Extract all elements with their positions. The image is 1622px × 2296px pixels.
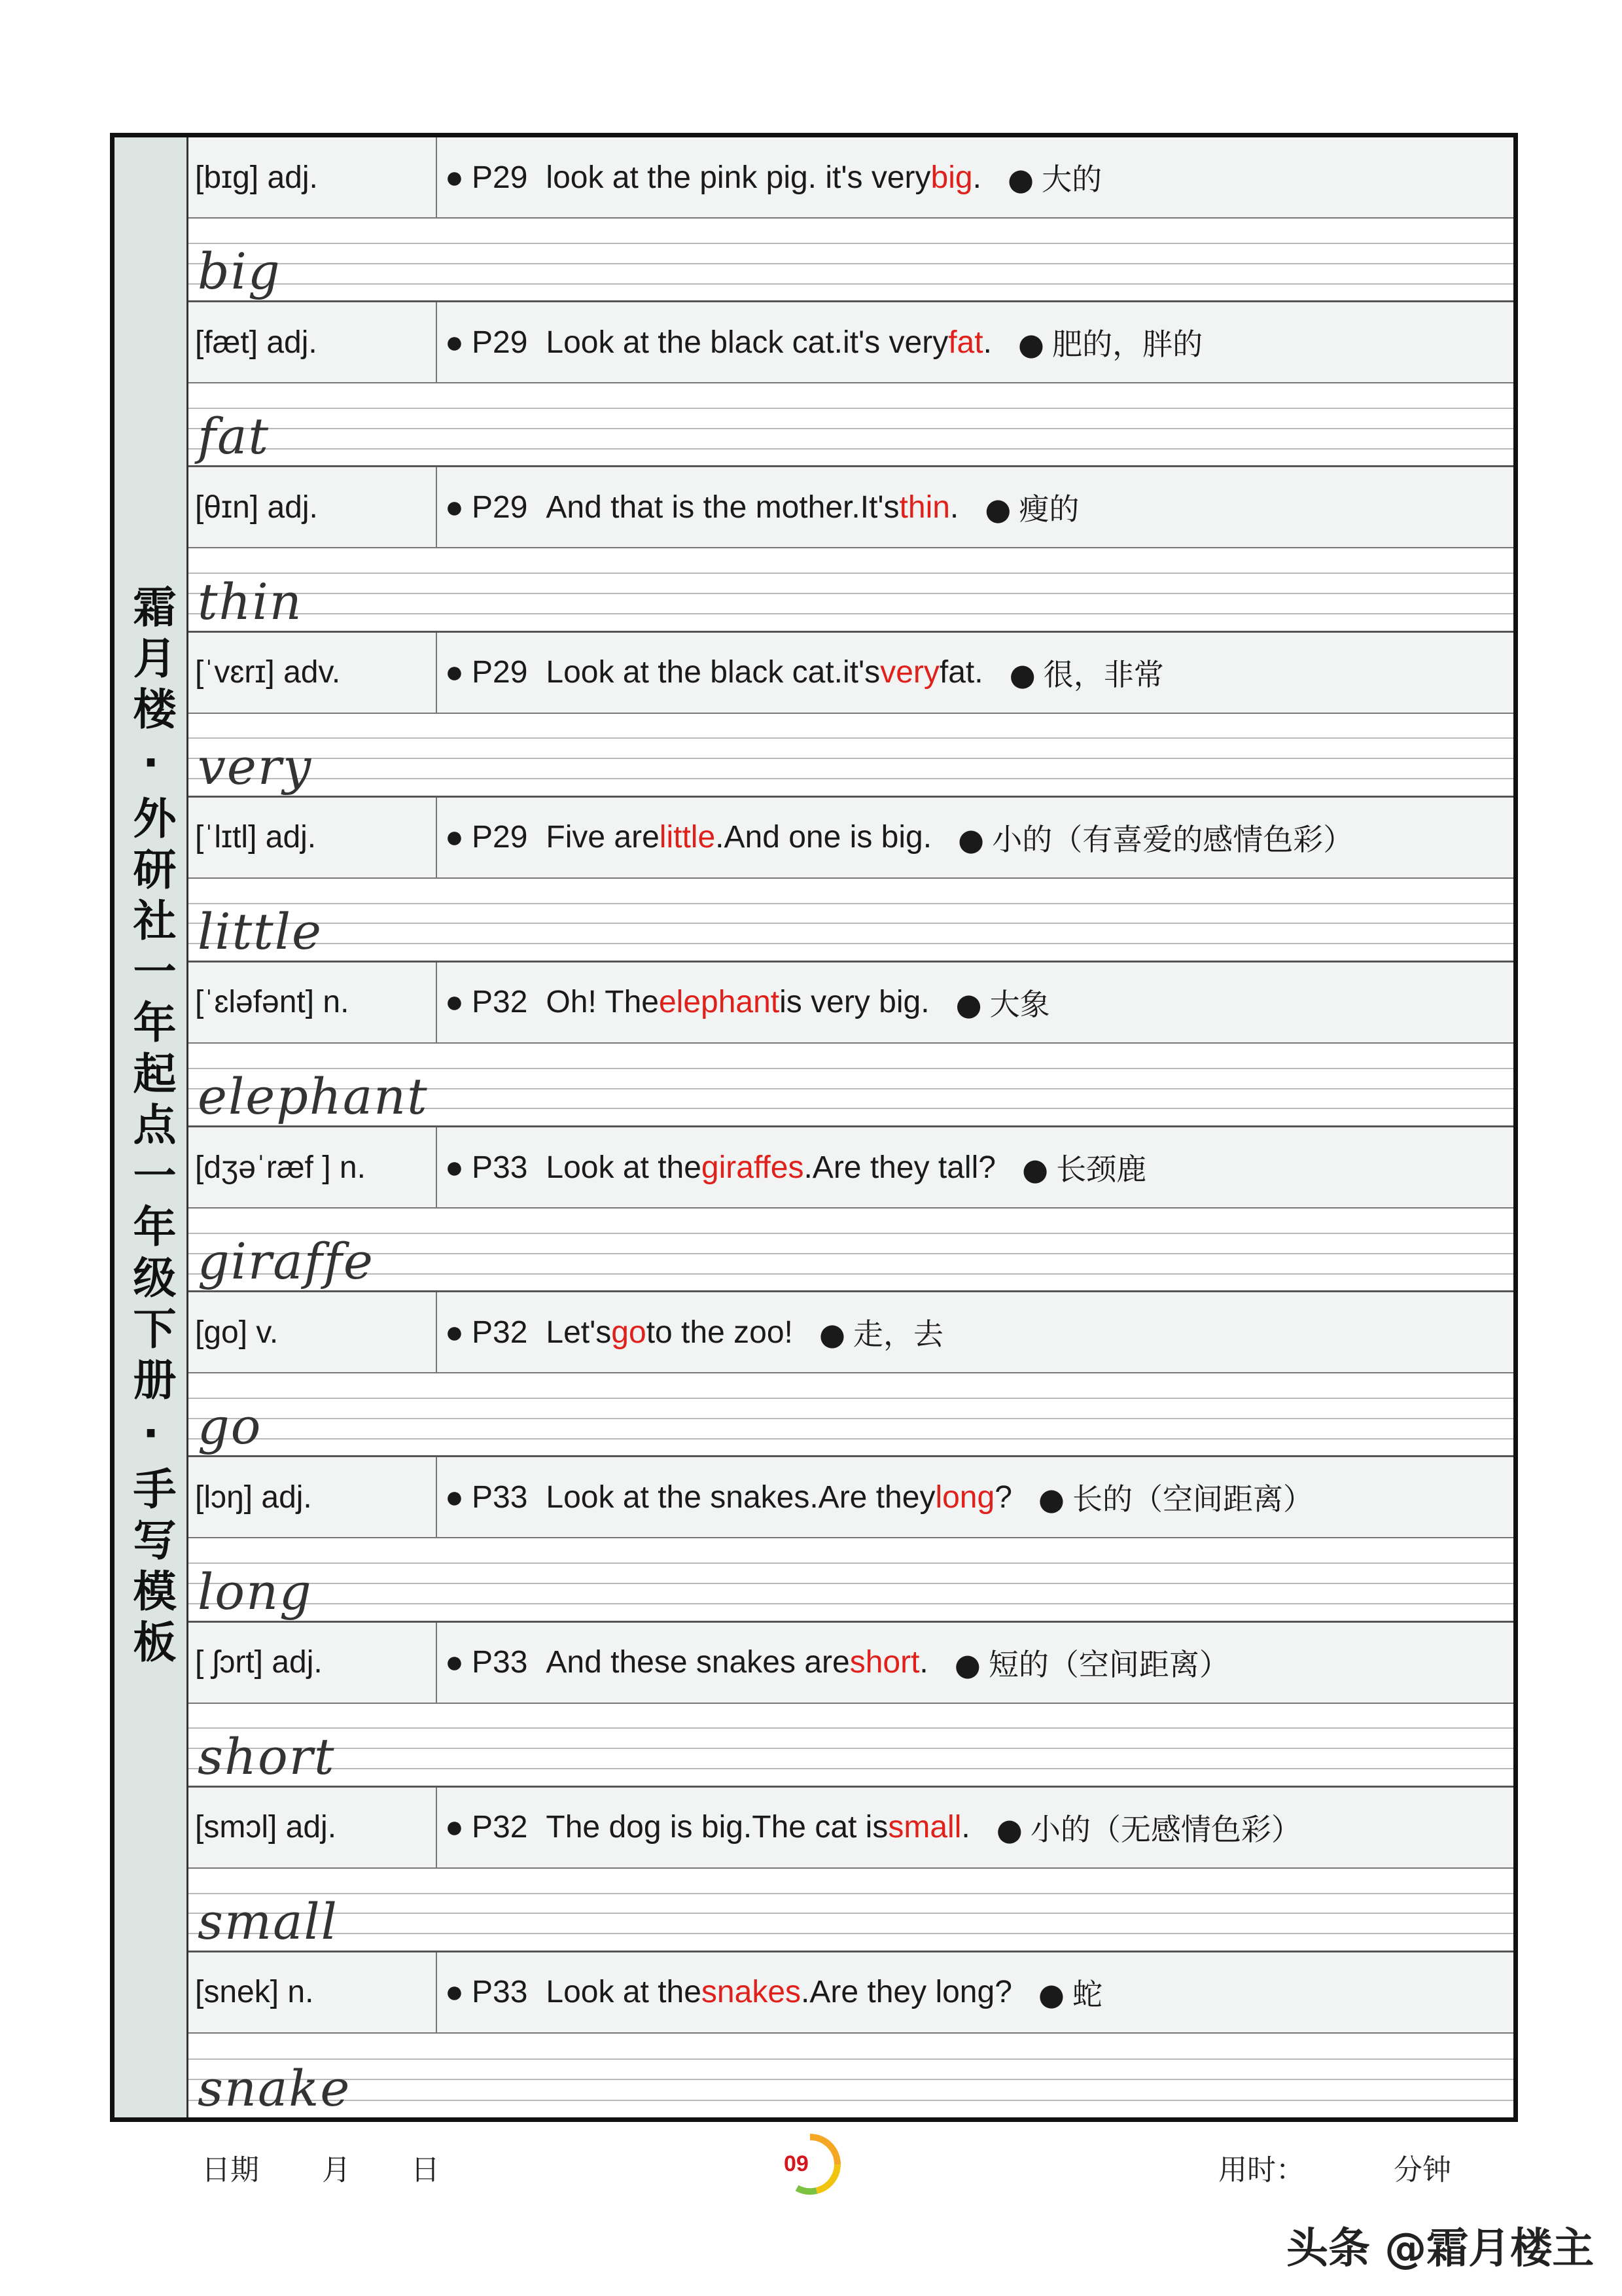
handwriting-word: short: [198, 1727, 336, 1786]
meaning: [956, 981, 1050, 1024]
page-ref: P32: [472, 985, 528, 1020]
bullet-icon: ●: [1007, 162, 1034, 197]
handwriting-lines: [188, 1538, 1513, 1620]
vocab-info-row: [188, 1623, 1513, 1704]
sentence-keyword: small: [888, 1810, 962, 1845]
handwriting-lines: [188, 2034, 1513, 2117]
page-ref: P29: [472, 489, 528, 525]
vocab-info-row: [188, 1952, 1513, 2034]
bullet-icon: ●: [445, 1479, 464, 1515]
handwriting-word: little: [198, 902, 323, 961]
meaning-text: 走，去: [853, 1316, 943, 1352]
sentence-pre: And that is the mother.It's: [546, 489, 900, 525]
worksheet-frame: [110, 133, 1518, 2122]
handwriting-lines: [188, 1209, 1513, 1290]
example-cell: [437, 1623, 1513, 1703]
handwriting-lines: [188, 1704, 1513, 1786]
handwriting-lines: [188, 879, 1513, 961]
meaning: [955, 1641, 1229, 1684]
handwriting-lines: [188, 1869, 1513, 1951]
bullet-icon: ●: [445, 489, 464, 525]
vocab-info-row: [188, 137, 1513, 219]
vocab-info-row: [188, 1292, 1513, 1373]
handwriting-word: go: [198, 1397, 262, 1456]
vocab-list: [188, 137, 1513, 2117]
vocab-info-row: [188, 633, 1513, 714]
vocab-info-row: [188, 467, 1513, 548]
page-ref: P33: [472, 1645, 528, 1680]
vocab-info-row: [188, 1457, 1513, 1538]
meaning: [1022, 1146, 1146, 1189]
handwriting-word: very: [198, 737, 313, 796]
sentence-post: .: [972, 160, 981, 195]
meaning-text: 小的（无感情色彩）: [1030, 1811, 1301, 1847]
meaning-text: 很，非常: [1043, 656, 1164, 692]
handwriting-lines: [188, 1373, 1513, 1455]
meaning-text: 肥的，胖的: [1052, 327, 1203, 362]
sentence-pre: Let's: [546, 1315, 612, 1350]
vocab-entry-small: [188, 1788, 1513, 1952]
page-ref: P29: [472, 820, 528, 855]
phonetic: [dʒəˈræf ] n.: [188, 1127, 437, 1207]
meaning-text: 短的（空间距离）: [988, 1646, 1229, 1682]
example-cell: [437, 302, 1513, 382]
vocab-entry-big: [188, 137, 1513, 302]
meaning: [996, 1806, 1301, 1849]
handwriting-lines: [188, 383, 1513, 465]
sentence-post: .Are they long?: [801, 1975, 1012, 2010]
handwriting-lines: [188, 219, 1513, 300]
meaning: [1010, 651, 1164, 694]
meaning: [958, 816, 1353, 859]
page-number-badge: [777, 2132, 843, 2197]
sentence-pre: Oh! The: [546, 985, 659, 1020]
handwriting-lines: [188, 714, 1513, 796]
example-cell: [437, 963, 1513, 1042]
handwriting-word: long: [198, 1562, 313, 1621]
sentence-pre: Look at the: [546, 1975, 701, 2010]
bullet-icon: ●: [1038, 1481, 1065, 1517]
watermark: 头条 @霜月楼主: [1286, 2225, 1595, 2273]
vocab-entry-elephant: [188, 963, 1513, 1127]
bullet-icon: ●: [445, 820, 464, 855]
side-title-panel: [115, 137, 188, 2117]
handwriting-word: elephant: [198, 1067, 429, 1126]
bullet-icon: ●: [445, 160, 464, 195]
meaning-text: 蛇: [1072, 1976, 1103, 2012]
vocab-info-row: [188, 798, 1513, 879]
bullet-icon: ●: [1009, 656, 1036, 692]
bullet-icon: ●: [445, 655, 464, 690]
bullet-icon: ●: [445, 985, 464, 1020]
bullet-icon: ●: [1017, 327, 1045, 362]
bullet-icon: ●: [445, 1645, 464, 1680]
sentence-pre: Five are: [546, 820, 660, 855]
sentence-pre: Look at the snakes.Are they: [546, 1479, 936, 1515]
sentence-keyword: fat: [948, 325, 983, 360]
sentence-keyword: thin: [899, 489, 950, 525]
page-ref: P29: [472, 655, 528, 690]
page-ref: P33: [472, 1479, 528, 1515]
vocab-info-row: [188, 1127, 1513, 1209]
example-cell: [437, 1952, 1513, 2032]
bullet-icon: ●: [955, 986, 982, 1022]
sentence-pre: Look at the black cat.it's: [546, 655, 881, 690]
bullet-icon: ●: [445, 1975, 464, 2010]
meaning: [1038, 1475, 1313, 1519]
sentence-keyword: long: [935, 1479, 995, 1515]
minutes-label: 分钟: [1394, 2153, 1451, 2187]
example-cell: [437, 1788, 1513, 1867]
vocab-entry-snake: [188, 1952, 1513, 2117]
sentence-post: .Are they tall?: [803, 1150, 996, 1185]
example-cell: [437, 798, 1513, 877]
sentence-keyword: go: [611, 1315, 646, 1350]
sentence-keyword: elephant: [658, 985, 780, 1020]
meaning-text: 小的（有喜爱的感情色彩）: [992, 821, 1354, 857]
example-cell: [437, 1292, 1513, 1372]
phonetic: [lɔŋ] adj.: [188, 1457, 437, 1537]
phonetic: [snek] n.: [188, 1952, 437, 2032]
page-ref: P29: [472, 325, 528, 360]
page-ref: P29: [472, 160, 528, 195]
vocab-entry-giraffe: [188, 1127, 1513, 1292]
handwriting-word: big: [198, 242, 281, 301]
example-cell: [437, 137, 1513, 217]
bullet-icon: ●: [445, 1315, 464, 1350]
example-cell: [437, 467, 1513, 547]
example-cell: [437, 1457, 1513, 1537]
sentence-post: ?: [995, 1479, 1012, 1515]
sentence-pre: And these snakes are: [546, 1645, 850, 1680]
vocab-entry-short: [188, 1623, 1513, 1788]
sentence-keyword: very: [880, 655, 940, 690]
handwriting-word: snake: [198, 2059, 351, 2118]
handwriting-word: small: [198, 1892, 338, 1951]
sentence-pre: The dog is big.The cat is: [546, 1810, 889, 1845]
vocab-entry-go: [188, 1292, 1513, 1457]
phonetic: [ ʃɔrt] adj.: [188, 1623, 437, 1703]
meaning-text: 长的（空间距离）: [1072, 1481, 1314, 1517]
sentence-pre: Look at the: [546, 1150, 701, 1185]
sentence-pre: look at the pink pig. it's very: [546, 160, 931, 195]
bullet-icon: ●: [954, 1646, 981, 1682]
phonetic: [θɪn] adj.: [188, 467, 437, 547]
meaning: [1018, 321, 1203, 364]
sentence-post: .: [919, 1645, 928, 1680]
phonetic: [smɔl] adj.: [188, 1788, 437, 1867]
vocab-info-row: [188, 302, 1513, 383]
day-label: 日: [411, 2153, 440, 2187]
date-label: 日期: [202, 2153, 259, 2187]
sentence-keyword: snakes: [701, 1975, 802, 2010]
sentence-pre: Look at the black cat.it's very: [546, 325, 949, 360]
phonetic: [ˈlɪtl] adj.: [188, 798, 437, 877]
page-ref: P32: [472, 1810, 528, 1845]
meaning-text: 大的: [1042, 162, 1102, 197]
sentence-post: .: [949, 489, 959, 525]
meaning-text: 长颈鹿: [1056, 1152, 1147, 1188]
bullet-icon: ●: [445, 1810, 464, 1845]
handwriting-word: thin: [198, 572, 303, 631]
vocab-entry-long: [188, 1457, 1513, 1622]
vocab-info-row: [188, 963, 1513, 1044]
footer: [0, 2132, 1622, 2210]
sentence-post: to the zoo!: [646, 1315, 793, 1350]
handwriting-word: fat: [198, 407, 270, 466]
bullet-icon: ●: [985, 491, 1012, 527]
phonetic: [ˈvɛrɪ] adv.: [188, 633, 437, 713]
bullet-icon: ●: [1021, 1152, 1049, 1188]
phonetic: [ˈɛləfənt] n.: [188, 963, 437, 1042]
sentence-post: fat.: [939, 655, 983, 690]
meaning: [985, 486, 1079, 529]
sentence-post: .: [983, 325, 992, 360]
bullet-icon: ●: [1038, 1976, 1065, 2012]
sentence-keyword: giraffes: [701, 1150, 804, 1185]
phonetic: [bɪg] adj.: [188, 137, 437, 217]
example-cell: [437, 633, 1513, 713]
sentence-keyword: little: [659, 820, 716, 855]
meaning: [1008, 156, 1102, 199]
vocab-entry-little: [188, 798, 1513, 963]
example-cell: [437, 1127, 1513, 1207]
sentence-post: is very big.: [779, 985, 930, 1020]
sentence-post: .And one is big.: [715, 820, 932, 855]
meaning: [819, 1311, 943, 1354]
vocab-entry-thin: [188, 467, 1513, 632]
meaning: [1038, 1971, 1102, 2014]
month-label: 月: [322, 2153, 351, 2187]
side-title: 霜月楼·外研社一年起点一年级下册·手写模板: [126, 584, 176, 1670]
bullet-icon: ●: [958, 821, 985, 857]
bullet-icon: ●: [996, 1811, 1023, 1847]
page-ref: P33: [472, 1150, 528, 1185]
vocab-entry-fat: [188, 302, 1513, 467]
vocab-entry-very: [188, 633, 1513, 798]
phonetic: [fæt] adj.: [188, 302, 437, 382]
handwriting-lines: [188, 1044, 1513, 1125]
page-ref: P33: [472, 1975, 528, 2010]
page-number: 09: [784, 2151, 809, 2176]
meaning-text: 大象: [989, 986, 1050, 1022]
bullet-icon: ●: [445, 1150, 464, 1185]
time-label: 用时：: [1218, 2153, 1305, 2187]
sentence-post: .: [961, 1810, 970, 1845]
handwriting-word: giraffe: [198, 1232, 374, 1291]
meaning-text: 瘦的: [1019, 491, 1080, 527]
vocab-info-row: [188, 1788, 1513, 1869]
bullet-icon: ●: [445, 325, 464, 360]
sentence-keyword: short: [849, 1645, 920, 1680]
page-ref: P32: [472, 1315, 528, 1350]
phonetic: [go] v.: [188, 1292, 437, 1372]
handwriting-lines: [188, 548, 1513, 630]
sentence-keyword: big: [930, 160, 973, 195]
bullet-icon: ●: [819, 1316, 845, 1352]
